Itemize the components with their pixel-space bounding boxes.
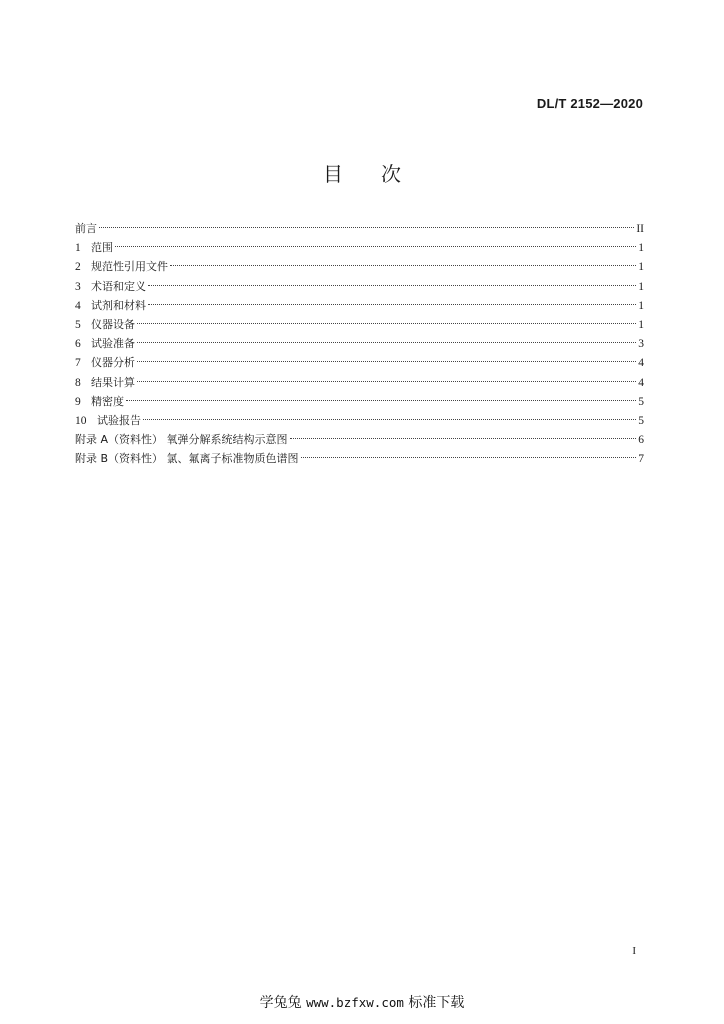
- toc-entry-title: 术语和定义: [91, 279, 146, 293]
- toc-entry-title: 精密度: [91, 394, 124, 408]
- toc-entry-page: 4: [638, 376, 644, 389]
- toc-leader-dots: [148, 304, 636, 305]
- toc-entry-title: 试验准备: [91, 337, 135, 351]
- toc-entry-page: 1: [638, 299, 644, 312]
- toc-entry-label: [75, 373, 135, 393]
- toc-entry-page: II: [636, 223, 644, 235]
- toc-entry-label: 附录 A（资料性） 氧弹分解系统结构示意图: [75, 433, 288, 447]
- toc-entry-number: 5: [75, 318, 81, 331]
- toc-leader-dots: [170, 265, 636, 266]
- toc-leader-dots: [99, 227, 634, 228]
- toc-entry-page: 1: [638, 318, 644, 331]
- toc-entry-label: [75, 257, 168, 277]
- toc-entry-9[interactable]: [75, 392, 644, 411]
- toc-entry-label: [75, 353, 135, 373]
- title-char-left: 目: [323, 162, 343, 186]
- toc-entry-page: 1: [638, 261, 644, 274]
- toc-entry-page: 1: [638, 280, 644, 293]
- toc-entry-label: [75, 238, 113, 258]
- toc-leader-dots: [115, 246, 636, 247]
- toc-entry-page: 7: [638, 453, 644, 466]
- toc-leader-dots: [137, 361, 636, 362]
- page-number: I: [632, 945, 636, 957]
- toc-entry-6[interactable]: [75, 334, 644, 353]
- toc-entry-label: 附录 B（资料性） 氯、氟离子标准物质色谱图: [75, 452, 299, 466]
- toc-entry-page: 5: [638, 395, 644, 408]
- toc-entry-page: 1: [638, 242, 644, 255]
- toc-entry-number: 10: [75, 414, 87, 427]
- toc-entry-page: 5: [638, 414, 644, 427]
- site-watermark: [0, 992, 724, 1012]
- toc-leader-dots: [301, 457, 636, 458]
- toc-leader-dots: [143, 419, 636, 420]
- table-of-contents: [75, 219, 644, 468]
- toc-entry-title: 试验报告: [97, 413, 141, 427]
- toc-entry-number: 8: [75, 376, 81, 389]
- toc-entry-label: [75, 296, 146, 316]
- watermark-url[interactable]: www.bzfxw.com: [306, 995, 404, 1010]
- watermark-suffix: 标准下载: [403, 995, 465, 1011]
- toc-entry-label: [75, 411, 141, 431]
- toc-entry-number: 2: [75, 261, 81, 274]
- toc-entry-title: 范围: [91, 241, 113, 255]
- toc-entry-7[interactable]: [75, 353, 644, 372]
- toc-entry-number: 7: [75, 357, 81, 370]
- toc-entry-title: 试剂和材料: [91, 298, 146, 312]
- toc-leader-dots: [137, 342, 636, 343]
- page-title: [0, 158, 724, 187]
- toc-entry-title: 结果计算: [91, 375, 135, 389]
- toc-entry-label: 前言: [75, 222, 97, 235]
- toc-entry-foreword[interactable]: [75, 219, 644, 238]
- toc-entry-label: [75, 315, 135, 335]
- toc-entry-5[interactable]: [75, 315, 644, 334]
- toc-entry-number: 1: [75, 242, 81, 255]
- toc-entry-number: 9: [75, 395, 81, 408]
- toc-entry-page: 3: [638, 338, 644, 351]
- toc-entry-1[interactable]: [75, 238, 644, 257]
- toc-leader-dots: [148, 285, 636, 286]
- toc-entry-page: 6: [638, 434, 644, 447]
- toc-leader-dots: [137, 381, 636, 382]
- toc-entry-label: [75, 277, 146, 297]
- toc-entry-title: 仪器设备: [91, 317, 135, 331]
- toc-entry-title: 仪器分析: [91, 356, 135, 370]
- standard-number: DL/T 2152—2020: [536, 96, 643, 111]
- toc-entry-2[interactable]: [75, 257, 644, 276]
- toc-entry-3[interactable]: [75, 277, 644, 296]
- toc-entry-label: [75, 392, 124, 412]
- toc-leader-dots: [137, 323, 636, 324]
- toc-entry-number: 4: [75, 299, 81, 312]
- toc-entry-number: 6: [75, 338, 81, 351]
- toc-entry-4[interactable]: [75, 296, 644, 315]
- toc-entry-number: 3: [75, 280, 81, 293]
- watermark-prefix: 学兔兔: [259, 995, 307, 1011]
- title-char-right: 次: [381, 162, 401, 186]
- toc-entry-label: [75, 334, 135, 354]
- toc-entry-10[interactable]: [75, 411, 644, 430]
- toc-leader-dots: [290, 438, 636, 439]
- toc-entry-appendix-b[interactable]: [75, 449, 644, 468]
- toc-entry-page: 4: [638, 357, 644, 370]
- toc-entry-8[interactable]: [75, 373, 644, 392]
- toc-entry-appendix-a[interactable]: [75, 430, 644, 449]
- toc-entry-title: 规范性引用文件: [91, 260, 168, 274]
- toc-leader-dots: [126, 400, 636, 401]
